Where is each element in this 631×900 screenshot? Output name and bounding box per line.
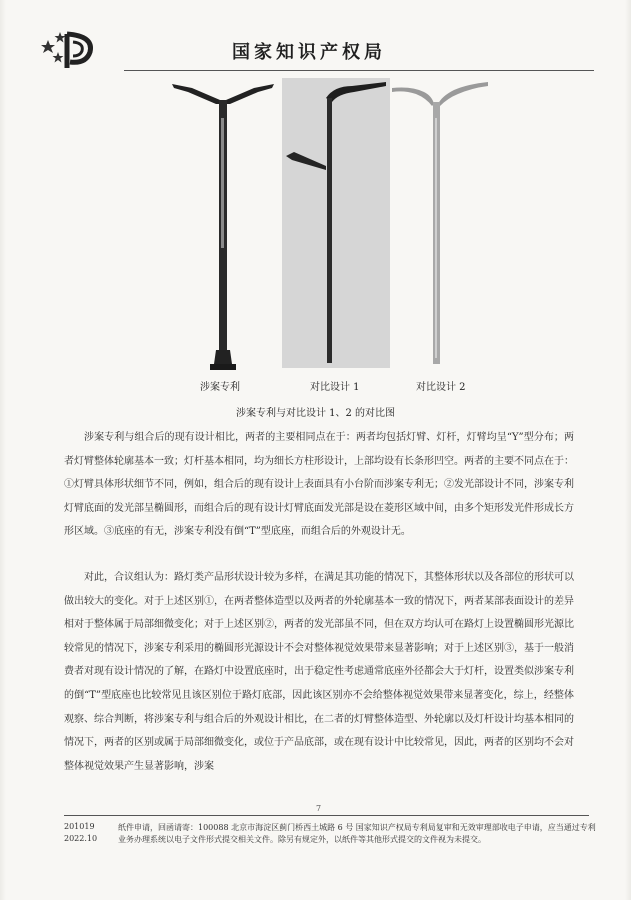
page-number: 7	[316, 804, 322, 813]
footer-divider	[64, 815, 589, 816]
figure-label-design-1: 对比设计 1	[310, 382, 360, 393]
figure-comparison-design-2	[388, 78, 492, 368]
cnipa-logo-icon	[40, 28, 100, 72]
figure-label-patent: 涉案专利	[200, 382, 240, 393]
header-title: 国家知识产权局	[232, 42, 386, 63]
footer-note: 纸件申请，回函请寄：100088 北京市海淀区蓟门桥西土城路 6 号 国家知识产权局专利局复审和无效审理部收电子申请，应当通过专利业务办理系统以电子文件形式提交相关文件。除另有规定外，以纸件等其他形式提交的文件视为未提交。	[118, 823, 596, 844]
figure-caption: 涉案专利与对比设计 1、2 的对比图	[235, 408, 396, 419]
figure-patent-streetlight	[168, 78, 278, 374]
header-divider	[124, 70, 594, 71]
body-paragraph-1: 涉案专利与组合后的现有设计相比，两者的主要相同点在于：两者均包括灯臂、灯杆，灯臂均呈“Y”型分布；两者灯臂整体轮廓基本一致；灯杆基本相同，均为细长方柱形设计，上部均设有长条形凹空。两者的主要不同点在于：①灯臂具体形状细节不同，例如，组合后的现有设计上表面具有小台阶而涉案专利无；②发光部设计不同，涉案专利灯臂底面的发光部呈椭圆形，而组合后的现有设计灯臂底面发光部是设在菱形区域中间，由多个矩形发光件形成长方形区域。③底座的有无，涉案专利没有倒“T”型底座，而组合后的外观设计无。	[64, 432, 574, 538]
footer-form-code: 201019	[64, 822, 95, 831]
footer-form-date: 2022.10	[64, 834, 98, 843]
figure-comparison-design-1	[282, 78, 390, 368]
figure-label-design-2: 对比设计 2	[416, 382, 466, 393]
body-paragraph-2: 对此，合议组认为：路灯类产品形状设计较为多样，在满足其功能的情况下，其整体形状以及各部位的形状可以做出较大的变化。对于上述区别①，在两者整体造型以及两者的外轮廓基本一致的情况下，两者某部表面设计的差异相对于整体属于局部细微变化；对于上述区别②，两者的发光部虽不同，但在双方均认可在路灯上设置椭圆形光源比较常见的情况下，涉案专利采用的椭圆形光源设计不会对整体视觉效果带来显著影响；对于上述区别③，基于一般消费者对现有设计情况的了解，在路灯中设置底座时，出于稳定性考虑通常底座外径都会大于灯杆，设置类似涉案专利的倒“T”型底座也比较常见且该区别位于路灯底部，因此该区别亦不会给整体视觉效果带来显著变化，综上，经整体观察、综合判断，将涉案专利与组合后的外观设计相比，在二者的灯臂整体造型、外轮廓以及灯杆设计均基本相同的情况下，两者的区别或属于局部细微变化，或位于产品底部，或在现有设计中比较常见，因此，两者的区别均不会对整体视觉效果产生显著影响，涉案	[64, 572, 574, 772]
